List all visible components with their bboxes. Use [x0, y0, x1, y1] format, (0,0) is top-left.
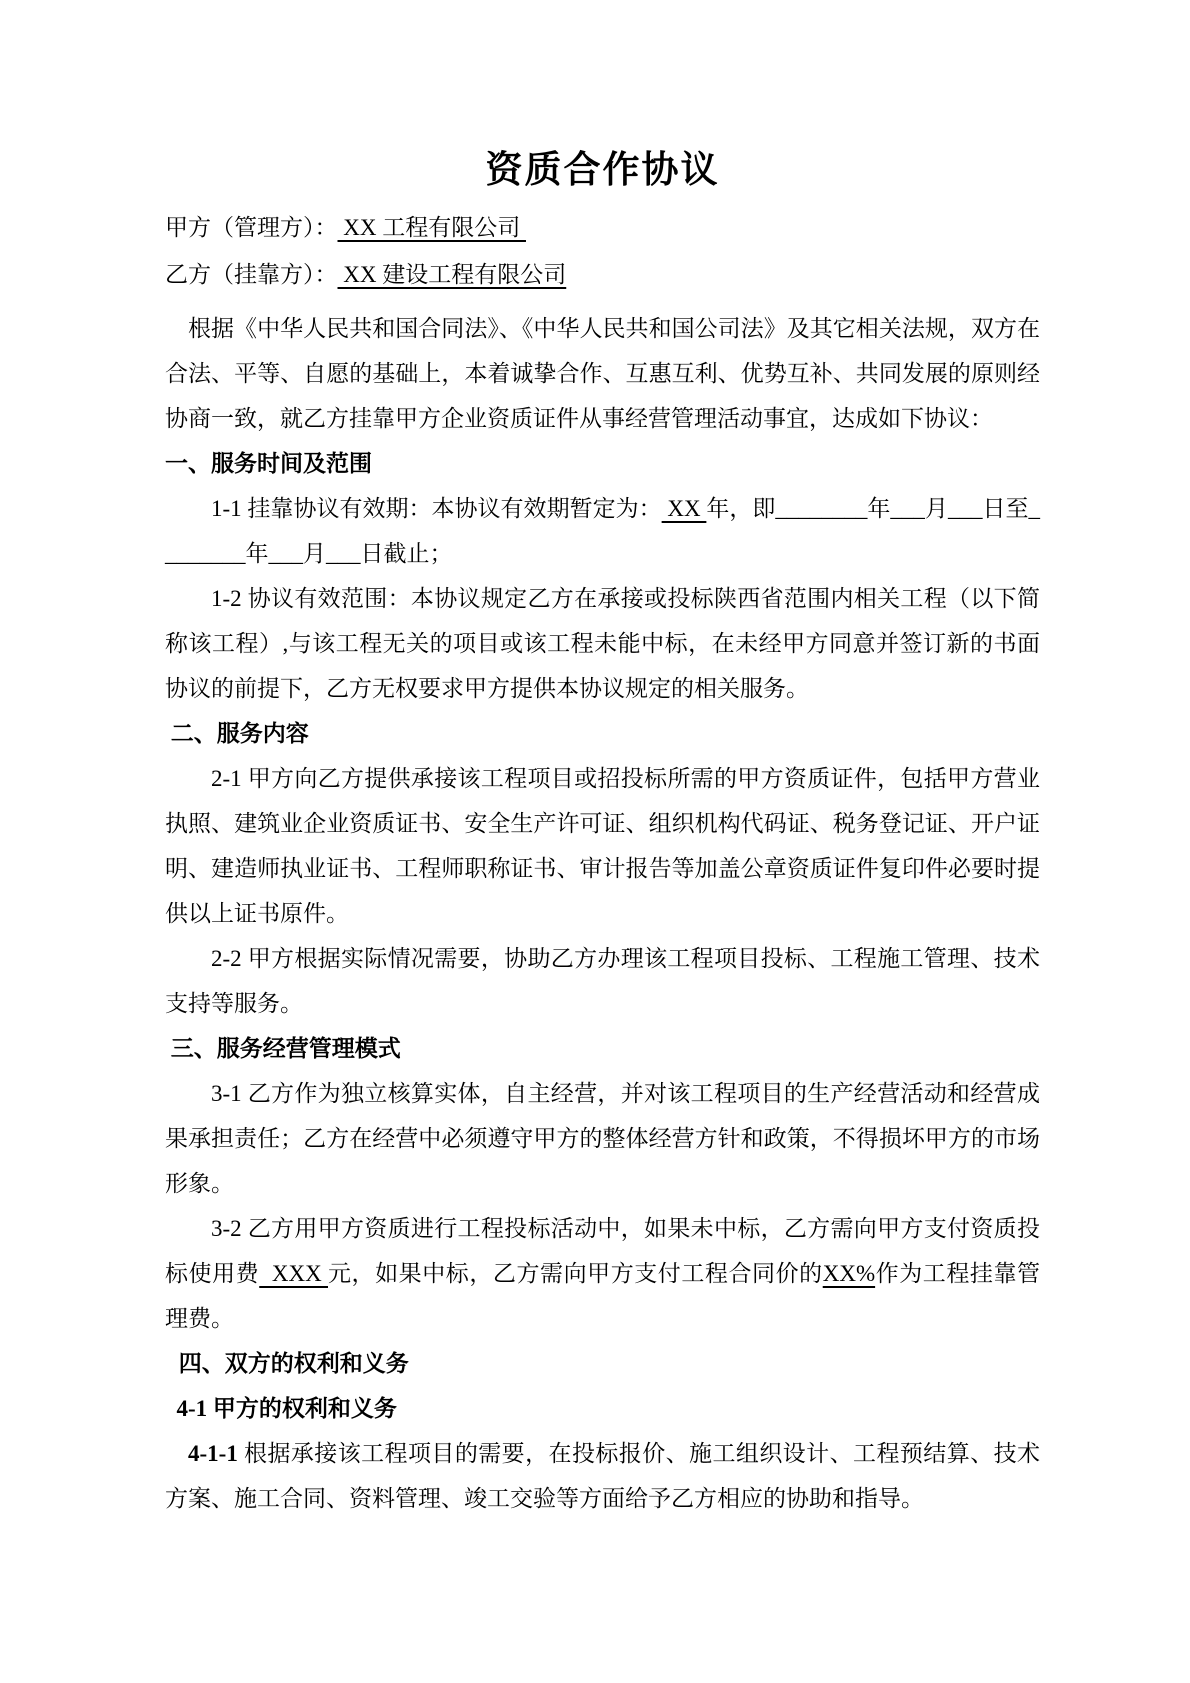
- text-run: 3-1 乙方作为独立核算实体，自主经营，并对该工程项目的生产经营活动和经营成果承担责任；乙方在经营中必须遵守甲方的整体经营方针和政策，不得损坏甲方的市场形象。: [165, 1081, 1040, 1196]
- clause-2-1: [165, 756, 1040, 936]
- text-run: 2-1 甲方向乙方提供承接该工程项目或招投标所需的甲方资质证件，包括甲方营业执照、建筑业企业资质证书、安全生产许可证、组织机构代码证、税务登记证、开户证明、建造师执业证书、工程师职称证书、审计报告等加盖公章资质证件复印件必要时提供以上证书原件。: [165, 766, 1040, 926]
- text-run: 2-2 甲方根据实际情况需要，协助乙方办理该工程项目投标、工程施工管理、技术支持等服务。: [165, 946, 1040, 1016]
- text-run: 乙方（挂靠方）：: [165, 262, 338, 287]
- text-run: 年，即________年___月___日至________年___月___日截止；: [165, 496, 1040, 566]
- clause-3-2: [165, 1206, 1040, 1341]
- text-run: 二、服务内容: [170, 721, 309, 746]
- text-run: 1-1 挂靠协议有效期：本协议有效期暂定为：: [211, 496, 662, 521]
- text-run: 根据承接该工程项目的需要，在投标报价、施工组织设计、工程预结算、技术方案、施工合同、资料管理、竣工交验等方面给予乙方相应的协助和指导。: [165, 1441, 1040, 1511]
- text-run: 元，如果中标，乙方需向甲方支付工程合同价的: [328, 1261, 823, 1286]
- fill-in-blank-value: XX%: [822, 1261, 876, 1286]
- text-run: 3-2 乙方用甲方资质进行工程投标活动中，如果未中标，乙方需向甲方支付资质投标使用费: [165, 1216, 1040, 1286]
- heading-service-time-scope: [165, 441, 1040, 486]
- fill-in-blank-value: XX: [661, 496, 707, 521]
- text-run: 三、服务经营管理模式: [170, 1036, 401, 1061]
- party-a-line: [165, 204, 1040, 251]
- heading-service-content: [165, 711, 1040, 756]
- heading-management-mode: [165, 1026, 1040, 1071]
- heading-party-a-rights: [165, 1386, 1040, 1431]
- fill-in-blank-value: XXX: [259, 1261, 328, 1286]
- clause-1-2: [165, 576, 1040, 711]
- heading-rights-obligations: [165, 1341, 1040, 1386]
- text-run: 四、双方的权利和义务: [178, 1351, 409, 1376]
- text-run: 甲方（管理方）：: [165, 215, 338, 240]
- text-run: 根据《中华人民共和国合同法》、《中华人民共和国公司法》及其它相关法规，双方在合法、平等、自愿的基础上，本着诚挚合作、互惠互利、优势互补、共同发展的原则经协商一致，就乙方挂靠甲方企业资质证件从事经营管理活动事宜，达成如下协议：: [165, 316, 1040, 431]
- intro-paragraph: [165, 306, 1040, 441]
- text-run: 4-1-1: [188, 1441, 238, 1466]
- document-title: 资质合作协议: [485, 150, 720, 191]
- text-run: 作为工程挂靠管理费。: [165, 1261, 1041, 1331]
- document-body: [165, 204, 1040, 1521]
- clause-3-1: [165, 1071, 1040, 1206]
- clause-1-1: [165, 486, 1040, 576]
- clause-2-2: [165, 936, 1040, 1026]
- clause-4-1-1: [165, 1431, 1040, 1521]
- text-run: 一、服务时间及范围: [165, 451, 372, 476]
- fill-in-blank-value: XX 工程有限公司: [337, 215, 526, 240]
- text-run: 1-2 协议有效范围：本协议规定乙方在承接或投标陕西省范围内相关工程（以下简称该工程）,与该工程无关的项目或该工程未能中标，在未经甲方同意并签订新的书面协议的前提下，乙方无权要求甲方提供本协议规定的相关服务。: [165, 586, 1040, 701]
- fill-in-blank-value: XX 建设工程有限公司: [337, 262, 567, 287]
- text-run: 4-1 甲方的权利和义务: [176, 1396, 397, 1421]
- party-b-line: [165, 251, 1040, 298]
